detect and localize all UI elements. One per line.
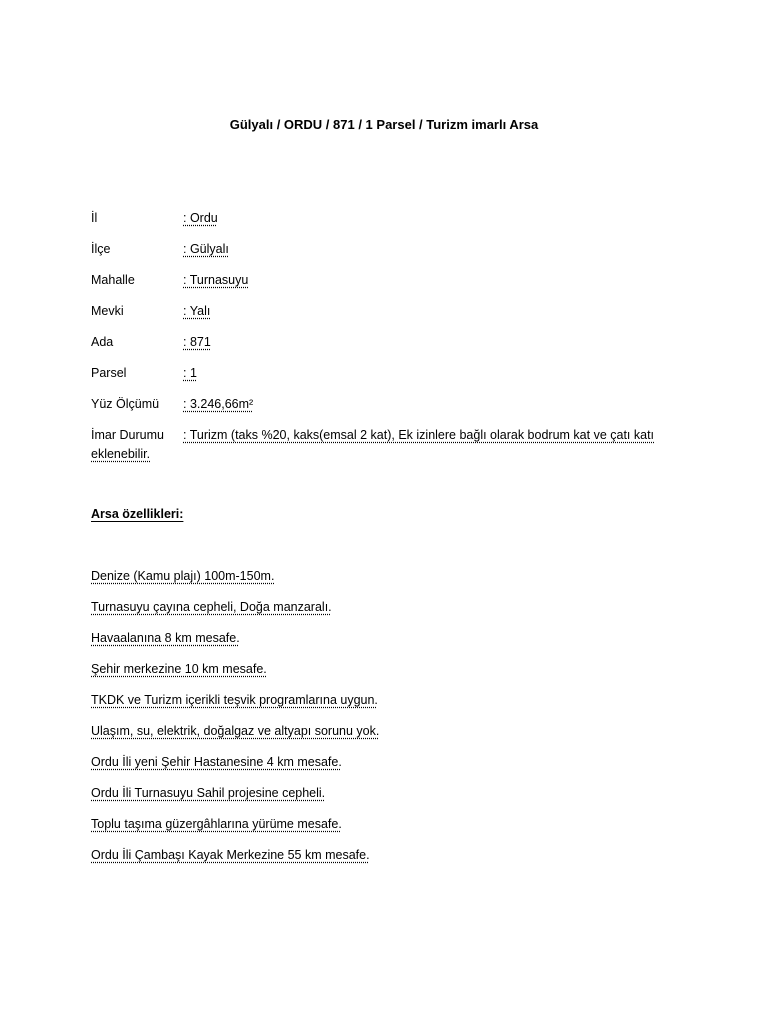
field-label: İl	[91, 211, 98, 225]
field-label: Mahalle	[91, 273, 135, 287]
field-imar-durumu	[91, 426, 681, 464]
section-heading: Arsa özellikleri:	[91, 507, 184, 521]
field-label: İmar Durumu	[91, 428, 164, 442]
field-yuz-olcumu	[91, 395, 681, 414]
feature-item: Şehir merkezine 10 km mesafe.	[91, 662, 267, 676]
feature-item: Ordu İli Çambaşı Kayak Merkezine 55 km mesafe.	[91, 848, 370, 862]
feature-item: Ordu İli Turnasuyu Sahil projesine cepheli.	[91, 786, 326, 800]
field-label: Yüz Ölçümü	[91, 397, 160, 411]
feature-item: Turnasuyu çayına cepheli, Doğa manzaralı.	[91, 600, 332, 614]
feature-item: Ordu İli yeni Şehir Hastanesine 4 km mesafe.	[91, 755, 342, 769]
feature-item: Havaalanına 8 km mesafe.	[91, 631, 240, 645]
field-label: İlçe	[91, 242, 111, 256]
field-il	[91, 209, 681, 228]
field-label: Ada	[91, 335, 114, 349]
field-mahalle	[91, 271, 681, 290]
field-label: Mevki	[91, 304, 124, 318]
feature-item: Denize (Kamu plajı) 100m-150m.	[91, 569, 275, 583]
field-mevki	[91, 302, 681, 321]
feature-item: TKDK ve Turizm içerikli teşvik programlarına uygun.	[91, 693, 378, 707]
field-ilce	[91, 240, 681, 259]
feature-item: Ulaşım, su, elektrik, doğalgaz ve altyapı sorunu yok.	[91, 724, 380, 738]
field-value: : Yalı	[183, 304, 211, 318]
feature-item: Toplu taşıma güzergâhlarına yürüme mesafe.	[91, 817, 342, 831]
field-value: : Turizm (taks %20, kaks(emsal 2 kat), Ek izinlere bağlı olarak bodrum kat ve çatı katı eklenebilir.	[91, 428, 655, 461]
field-value: : 871	[183, 335, 211, 349]
field-value: : 1	[183, 366, 197, 380]
field-value: : Gülyalı	[183, 242, 229, 256]
field-label: Parsel	[91, 366, 127, 380]
field-parsel	[91, 364, 681, 383]
field-value: : Turnasuyu	[183, 273, 249, 287]
field-value: : Ordu	[183, 211, 218, 225]
field-value: : 3.246,66m²	[183, 397, 254, 411]
field-ada	[91, 333, 681, 352]
document-title: Gülyalı / ORDU / 871 / 1 Parsel / Turizm imarlı Arsa	[229, 117, 539, 132]
